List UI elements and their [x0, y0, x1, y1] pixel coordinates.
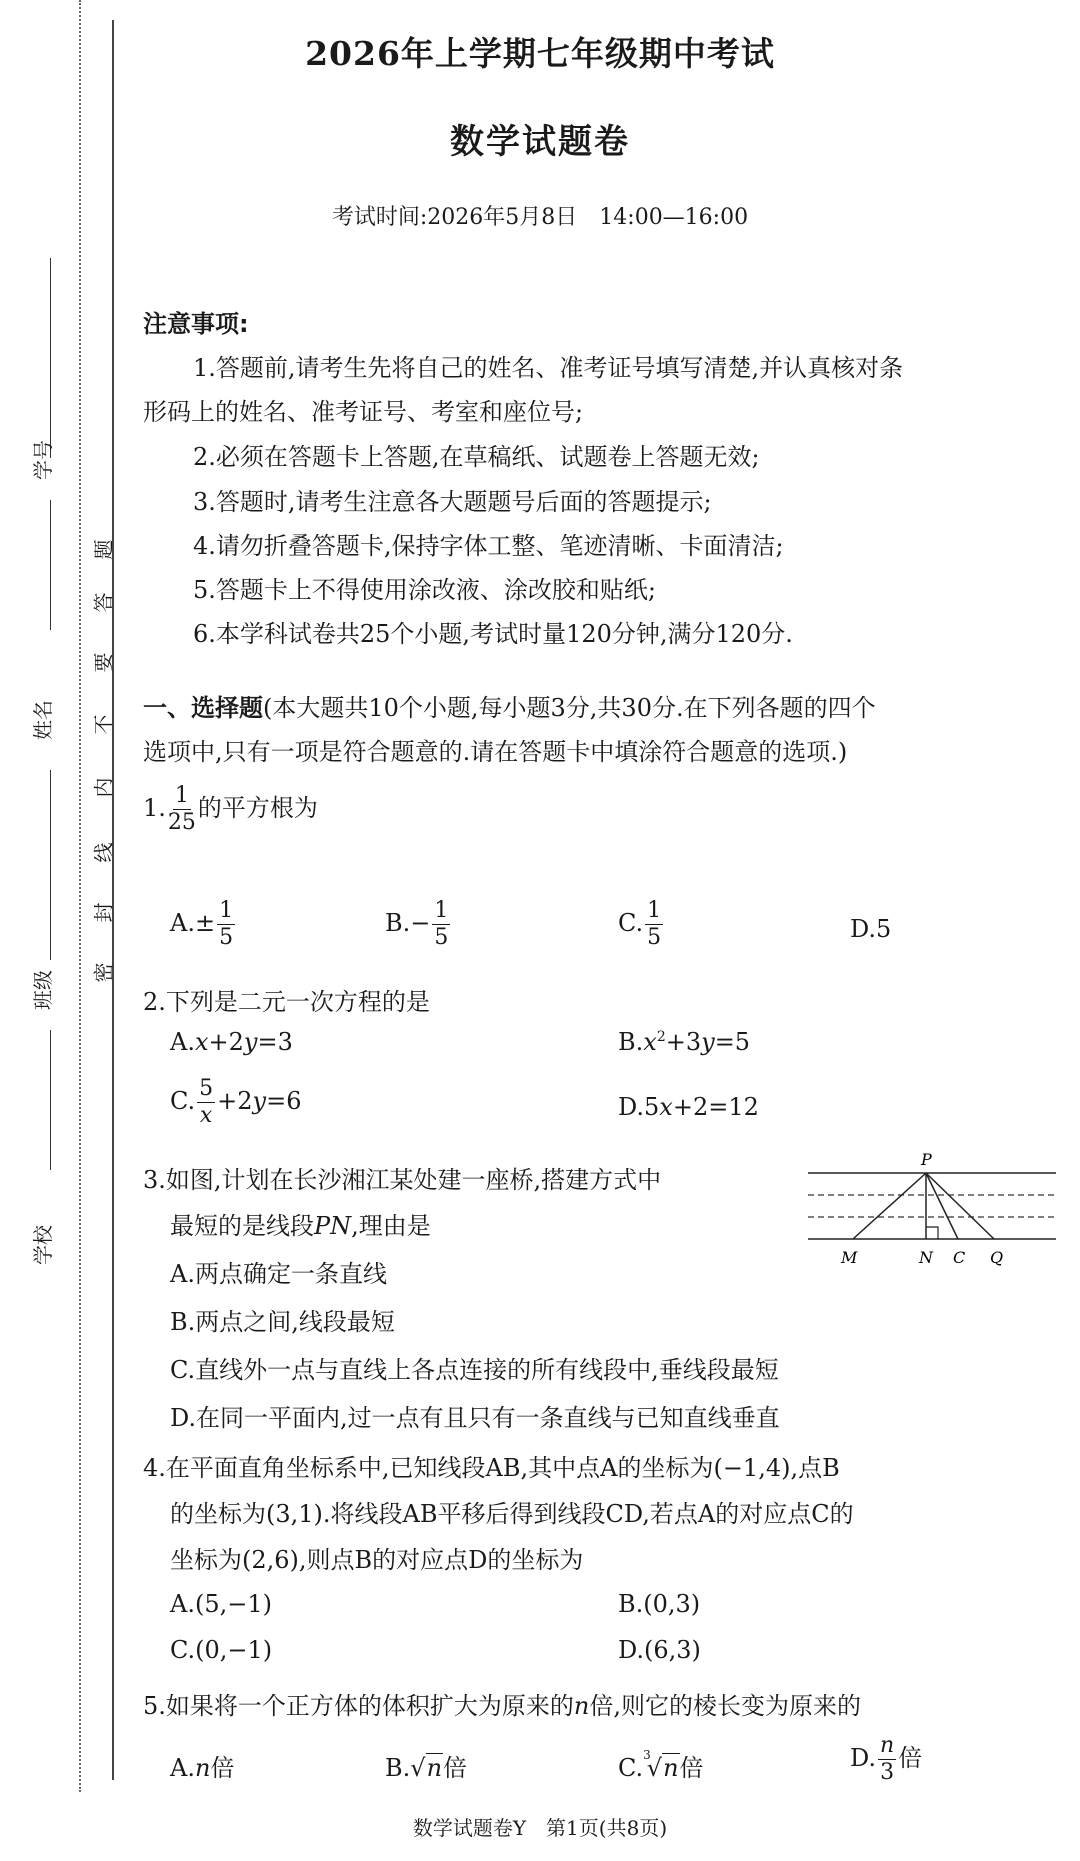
fraction: [432, 900, 450, 949]
expr: =6: [266, 1087, 302, 1115]
q3-option-d[interactable]: D.在同一平面内,过一点有且只有一条直线与已知直线垂直: [170, 1404, 780, 1432]
exponent: 2: [656, 1029, 666, 1045]
label-n: N: [919, 1248, 933, 1267]
text: 倍,则它的棱长变为原来的: [589, 1692, 862, 1720]
option-label: C.: [618, 909, 644, 937]
binding-margin-line: [112, 20, 114, 1780]
label-c: C: [953, 1248, 966, 1267]
sqrt-sign: √: [646, 1754, 663, 1782]
notice-item: 6.本学科试卷共25个小题,考试时量120分钟,满分120分.: [193, 620, 793, 648]
sign: −: [410, 909, 431, 937]
section-title: 一、选择题: [143, 694, 263, 722]
frac-numerator: n: [880, 1733, 895, 1758]
notice-item: 3.答题时,请考生注意各大题题号后面的答题提示;: [193, 488, 712, 516]
page-footer: 数学试题卷Y 第1页(共8页): [412, 1816, 668, 1840]
q4-option-a[interactable]: A.(5,−1): [170, 1590, 272, 1618]
seal-char: 内: [91, 777, 116, 798]
frac-denominator: 5: [219, 925, 234, 950]
frac-denominator: 5: [647, 925, 662, 950]
root-index: 3: [643, 1748, 651, 1762]
segment-pm: [853, 1173, 926, 1239]
fraction: [197, 1078, 215, 1127]
segment-pq: [926, 1173, 994, 1239]
var: x: [659, 1093, 673, 1121]
q3-option-c[interactable]: C.直线外一点与直线上各点连接的所有线段中,垂线段最短: [170, 1356, 779, 1384]
segment-pc: [926, 1173, 958, 1239]
frac-denominator: x: [199, 1103, 213, 1128]
q4-option-b[interactable]: B.(0,3): [618, 1590, 701, 1618]
q5-option-a[interactable]: [170, 1748, 234, 1783]
field-class: 班级: [31, 970, 55, 1010]
unit: 倍: [210, 1754, 235, 1782]
class-blank[interactable]: [50, 1030, 51, 1170]
unit: 倍: [898, 1744, 923, 1772]
section-heading-line: [143, 688, 876, 723]
q1-option-a[interactable]: [170, 900, 237, 949]
q4-option-d[interactable]: D.(6,3): [618, 1636, 701, 1664]
binding-dotted-line: [79, 0, 81, 1792]
expr: 5: [644, 1093, 660, 1121]
notice-item: 形码上的姓名、准考证号、考室和座位号;: [143, 398, 584, 426]
q4-stem-2: 的坐标为(3,1).将线段AB平移后得到线段CD,若点A的对应点C的: [170, 1500, 854, 1528]
q5-option-c[interactable]: [618, 1748, 704, 1783]
frac-denominator: 25: [167, 810, 196, 835]
notice-item: 2.必须在答题卡上答题,在草稿纸、试题卷上答题无效;: [193, 443, 760, 471]
q1-option-c[interactable]: [618, 900, 665, 949]
frac-numerator: 1: [647, 898, 662, 923]
q4-stem-1: 4.在平面直角坐标系中,已知线段AB,其中点A的坐标为(−1,4),点B: [143, 1454, 840, 1482]
option-label: D.: [850, 1744, 877, 1772]
question-2: 2.下列是二元一次方程的是: [143, 988, 430, 1016]
q1-number: 1.: [143, 794, 166, 822]
text: 5.如果将一个正方体的体积扩大为原来的: [143, 1692, 574, 1720]
q4-stem-3: 坐标为(2,6),则点B的对应点D的坐标为: [170, 1546, 584, 1574]
option-label: B.: [385, 1754, 411, 1782]
expr: =3: [257, 1028, 293, 1056]
field-student-id: 学号: [31, 440, 55, 480]
sign: ±: [194, 909, 216, 937]
var: y: [243, 1028, 258, 1056]
label-p: P: [921, 1150, 932, 1169]
frac-numerator: 1: [219, 898, 234, 923]
frac-numerator: 5: [199, 1076, 214, 1101]
notice-item: 4.请勿折叠答题卡,保持字体工整、笔迹清晰、卡面清洁;: [193, 532, 784, 560]
exam-time: 考试时间:2026年5月8日 14:00—16:00: [331, 205, 749, 230]
segment-name: PN: [314, 1212, 352, 1240]
option-label: B.: [385, 909, 411, 937]
field-school: 学校: [31, 1225, 55, 1265]
option-label: B.: [618, 1028, 644, 1056]
text: ,理由是: [351, 1212, 431, 1240]
q2-option-c[interactable]: [170, 1078, 301, 1127]
var: x: [194, 1028, 209, 1056]
seal-char: 封: [91, 902, 116, 923]
seal-char: 线: [91, 842, 116, 863]
notice-item: 5.答题卡上不得使用涂改液、涂改胶和贴纸;: [193, 576, 656, 604]
var: x: [643, 1028, 657, 1056]
q1-stem: 的平方根为: [197, 794, 318, 822]
text: 最短的是线段: [170, 1212, 314, 1240]
seal-char: 不: [91, 714, 116, 735]
q3-option-a[interactable]: A.两点确定一条直线: [170, 1260, 387, 1288]
var: y: [252, 1087, 267, 1115]
exam-title: 2026年上学期七年级期中考试: [305, 34, 775, 73]
frac-numerator: 1: [174, 783, 189, 808]
section-desc: (本大题共10个小题,每小题3分,共30分.在下列各题的四个: [263, 694, 876, 722]
frac-denominator: 5: [434, 925, 449, 950]
field-name: 姓名: [31, 700, 55, 740]
expr: +2=12: [672, 1093, 759, 1121]
q5-option-b[interactable]: [385, 1748, 467, 1783]
option-label: D.: [618, 1093, 645, 1121]
question-5: [143, 1686, 861, 1721]
var: n: [573, 1692, 590, 1720]
expr: =5: [714, 1028, 751, 1056]
seal-char: 要: [91, 652, 116, 673]
seal-char: 答: [91, 592, 116, 613]
notice-heading: 注意事项:: [143, 310, 249, 338]
q5-option-d[interactable]: [850, 1735, 922, 1784]
sqrt-sign: √: [410, 1754, 426, 1782]
q4-option-c[interactable]: C.(0,−1): [170, 1636, 273, 1664]
q3-stem-2: [170, 1206, 431, 1241]
option-label: C.: [170, 1087, 196, 1115]
question-1: [143, 785, 318, 834]
q2-option-d[interactable]: [618, 1093, 759, 1121]
q1-option-b[interactable]: [385, 900, 452, 949]
q2-option-b[interactable]: [618, 1028, 750, 1056]
frac-numerator: 1: [434, 898, 449, 923]
radicand: n: [663, 1754, 679, 1782]
q3-option-b[interactable]: B.两点之间,线段最短: [170, 1308, 395, 1336]
seal-char: 题: [91, 539, 116, 560]
label-m: M: [841, 1248, 858, 1267]
seal-char: 密: [91, 962, 116, 983]
option-label: A.: [170, 909, 195, 937]
option-label: A.: [170, 1754, 195, 1782]
frac-denominator: 3: [880, 1760, 895, 1785]
radicand: n: [426, 1754, 443, 1782]
student-id-blank[interactable]: [50, 258, 51, 458]
fraction: [878, 1735, 896, 1784]
notice-item: 1.答题前,请考生先将自己的姓名、准考证号填写清楚,并认真核对条: [193, 354, 904, 382]
bridge-diagram: [808, 1145, 1056, 1275]
unit: 倍: [443, 1754, 468, 1782]
paper-subtitle: 数学试题卷: [450, 122, 630, 162]
expr: +2: [217, 1087, 253, 1115]
option-label: C.: [618, 1754, 644, 1782]
var: n: [194, 1754, 211, 1782]
expr: +2: [208, 1028, 244, 1056]
expr: +3: [665, 1028, 702, 1056]
q2-option-a[interactable]: [170, 1028, 293, 1056]
right-angle-mark: [926, 1227, 938, 1239]
section-desc-2: 选项中,只有一项是符合题意的.请在答题卡中填涂符合题意的选项.): [143, 738, 848, 766]
name-blank[interactable]: [50, 770, 51, 960]
label-q: Q: [990, 1248, 1004, 1267]
q1-fraction: [168, 785, 196, 834]
q1-option-d[interactable]: D.5: [850, 915, 892, 943]
unit: 倍: [679, 1754, 704, 1782]
option-label: A.: [170, 1028, 195, 1056]
name-blank-top[interactable]: [50, 500, 51, 630]
fraction: [645, 900, 663, 949]
var: y: [701, 1028, 715, 1056]
q3-stem-1: 3.如图,计划在长沙湘江某处建一座桥,搭建方式中: [143, 1166, 662, 1194]
fraction: [217, 900, 235, 949]
